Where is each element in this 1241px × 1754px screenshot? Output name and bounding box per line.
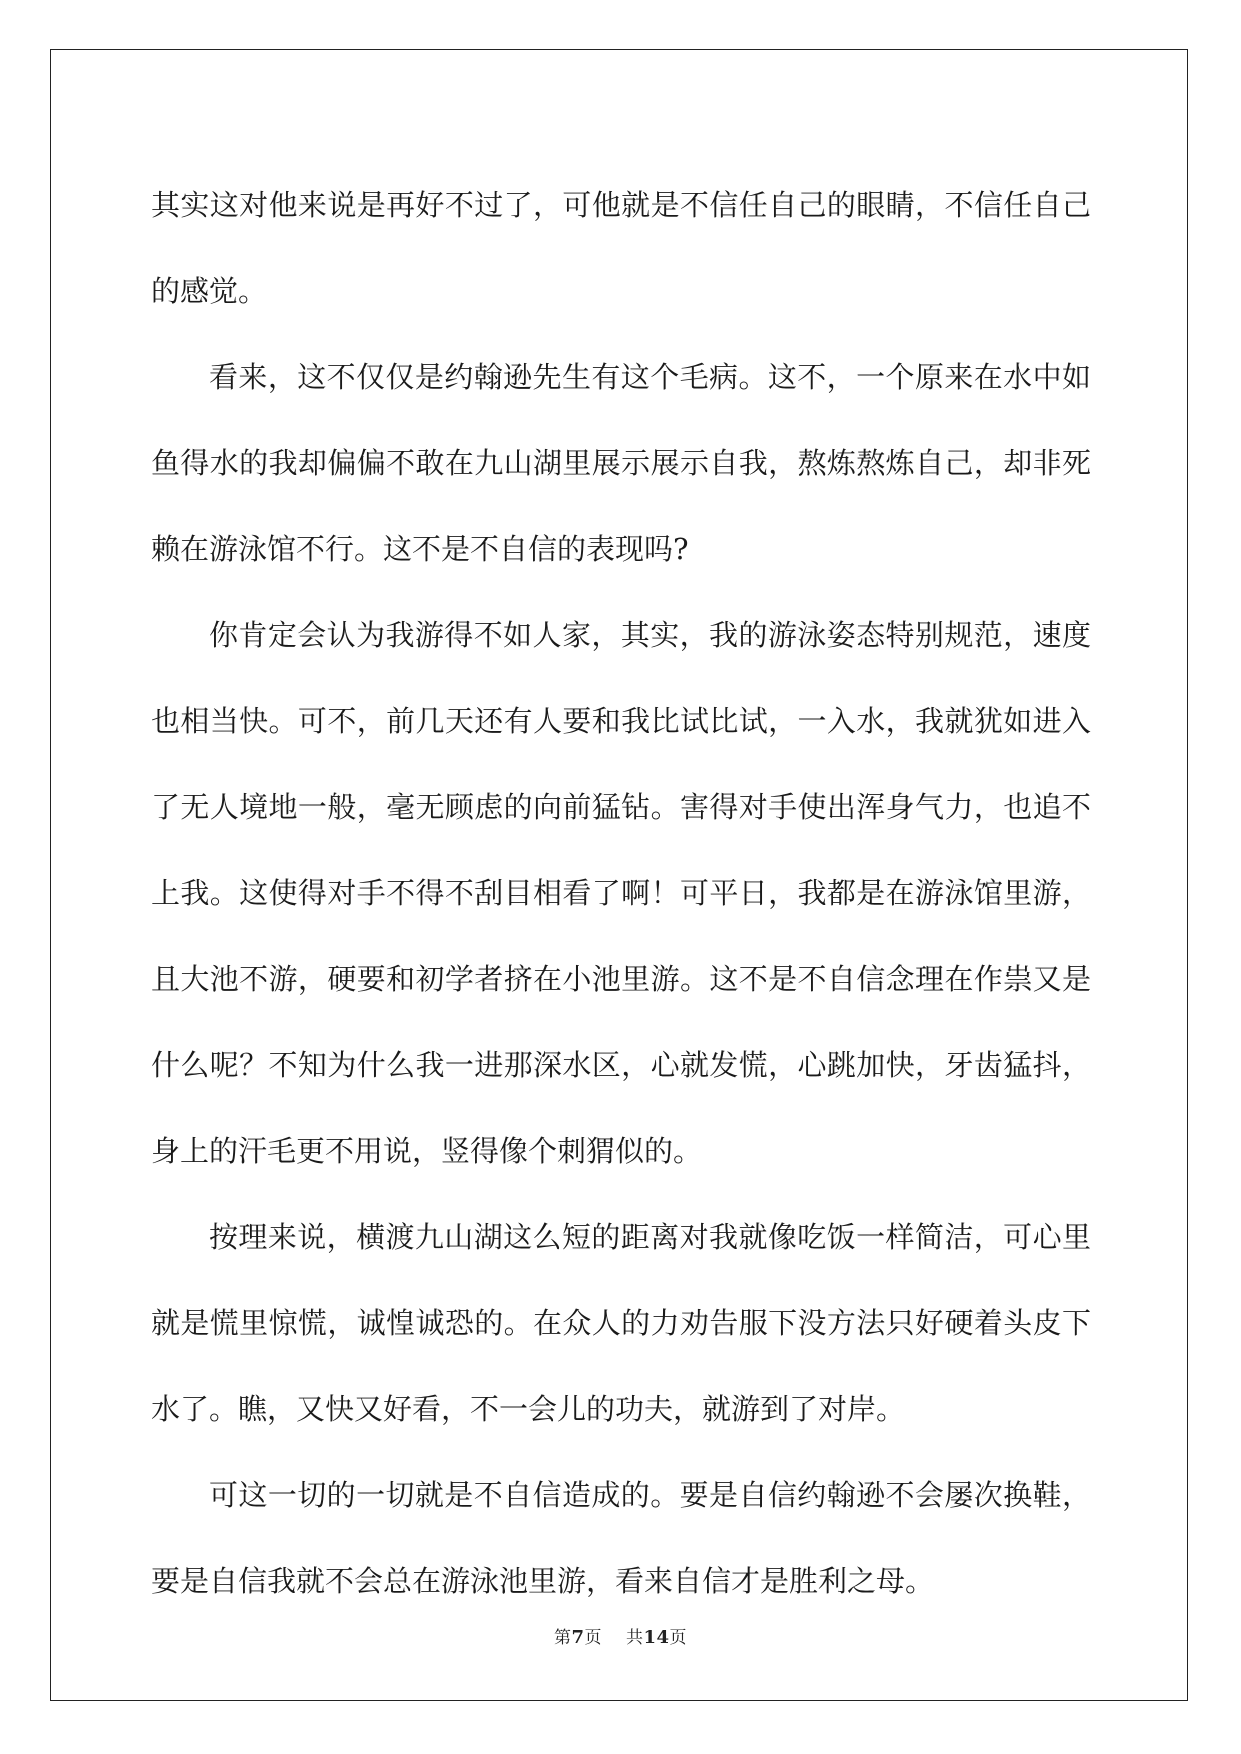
paragraph-2: 看来，这不仅仅是约翰逊先生有这个毛病。这不，一个原来在水中如鱼得水的我却偏偏不敢在九山湖里展示展示自我，熬炼熬炼自己，却非死赖在游泳馆不行。这不是不自信的表现吗? — [151, 360, 1091, 566]
total-prefix: 共 — [625, 1628, 644, 1648]
paragraph-4: 按理来说，横渡九山湖这么短的距离对我就像吃饭一样简洁，可心里就是慌里惊慌，诚惶诚恐的。在众人的力劝告服下没方法只好硬着头皮下水了。瞧，又快又好看，不一会儿的功夫，就游到了对岸。 — [151, 1220, 1091, 1426]
page-suffix: 页 — [584, 1628, 602, 1648]
total-page-number: 14 — [643, 1627, 670, 1648]
total-suffix: 页 — [669, 1628, 688, 1648]
page-prefix: 第 — [553, 1628, 572, 1648]
page-footer — [0, 1623, 1241, 1648]
document-body — [151, 162, 1091, 1624]
paragraph-5: 可这一切的一切就是不自信造成的。要是自信约翰逊不会屡次换鞋，要是自信我就不会总在游泳池里游，看来自信才是胜利之母。 — [151, 1478, 1091, 1598]
current-page-number: 7 — [571, 1627, 585, 1648]
paragraph-1: 其实这对他来说是再好不过了，可他就是不信任自己的眼睛，不信任自己的感觉。 — [151, 188, 1091, 308]
paragraph-3: 你肯定会认为我游得不如人家，其实，我的游泳姿态特别规范，速度也相当快。可不，前几天还有人要和我比试比试，一入水，我就犹如进入了无人境地一般，毫无顾虑的向前猛钻。害得对手使出浑身气力，也追不上我。这使得对手不得不刮目相看了啊！可平日，我都是在游泳馆里游，且大池不游，硬要和初学者挤在小池里游。这不是不自信念理在作祟又是什么呢？不知为什么我一进那深水区，心就发慌，心跳加快，牙齿猛抖，身上的汗毛更不用说，竖得像个刺猬似的。 — [151, 618, 1091, 1168]
